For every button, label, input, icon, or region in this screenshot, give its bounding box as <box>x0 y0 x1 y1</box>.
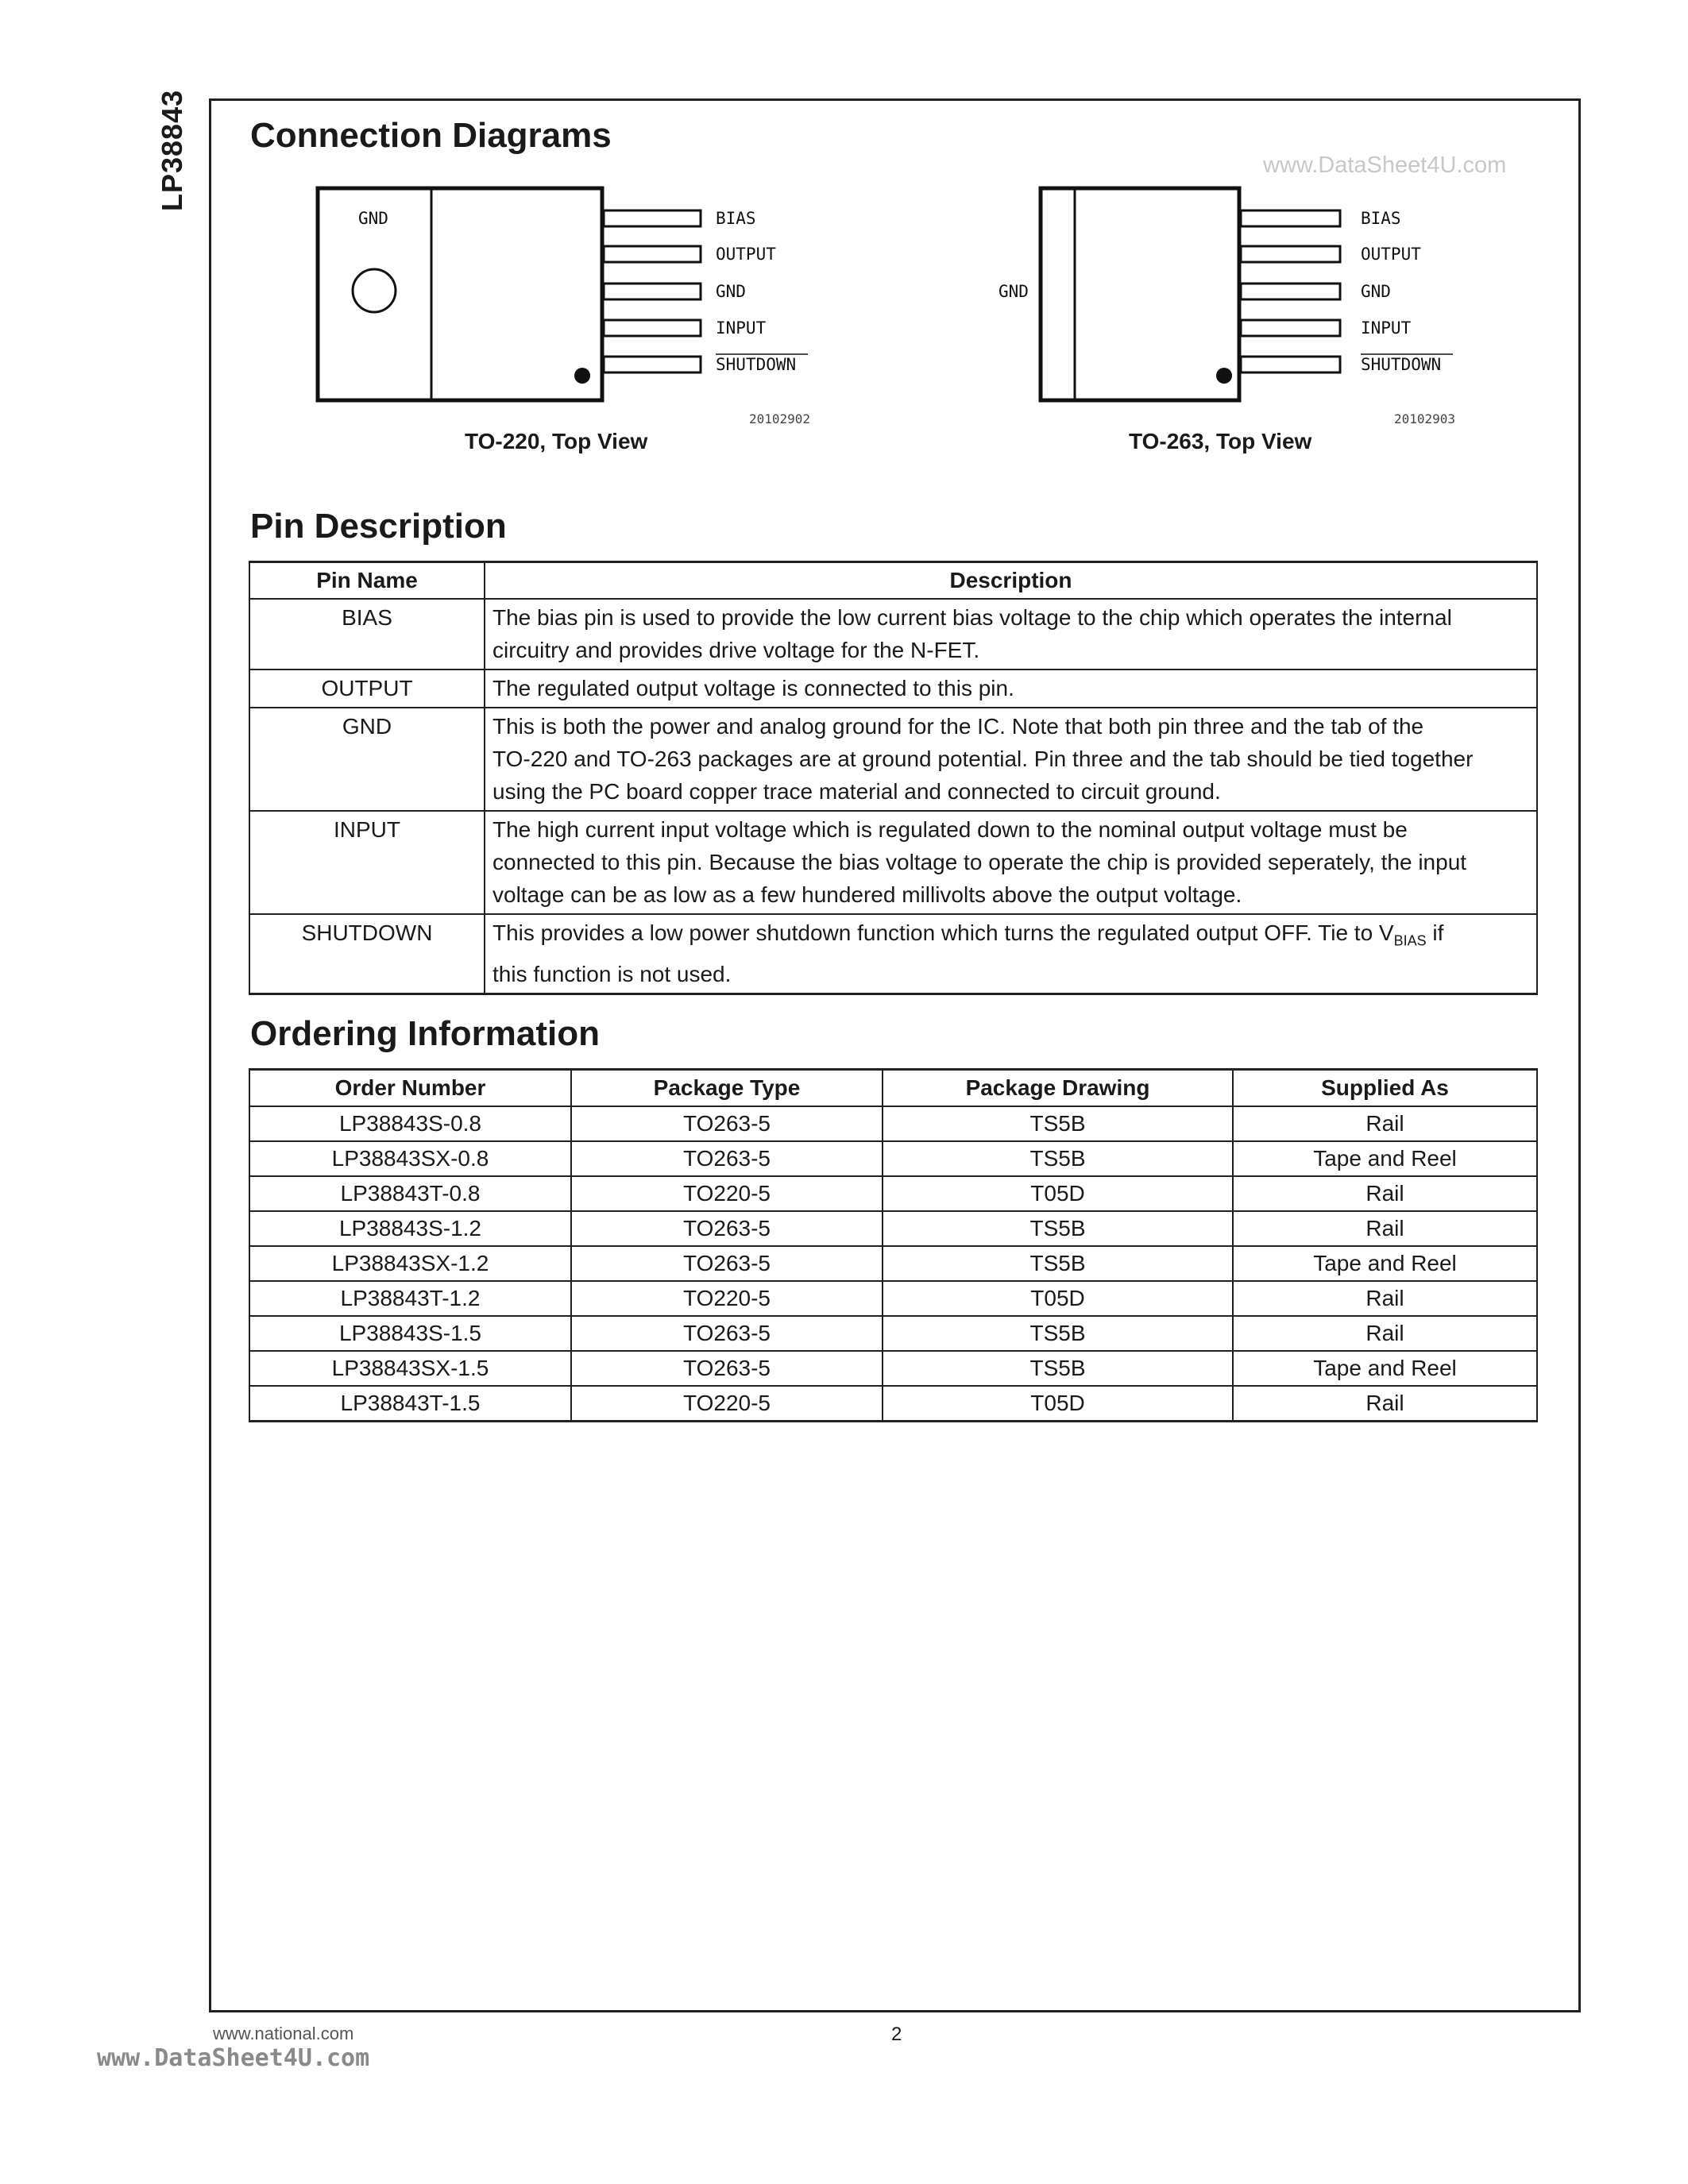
table-row <box>249 1176 1537 1211</box>
side-part-number <box>145 89 192 294</box>
table-row <box>249 1211 1537 1246</box>
pin-description-heading: Pin Description <box>250 507 507 546</box>
header-package-drawing: Package Drawing <box>883 1070 1233 1107</box>
description-line: The regulated output voltage is connected to this pin. <box>492 676 1014 700</box>
header-description: Description <box>485 562 1537 600</box>
to220-pin-label-shutdown: SHUTDOWN <box>716 355 797 374</box>
package-drawing-cell: TS5B <box>883 1246 1233 1281</box>
order-number-cell: LP38843S-1.5 <box>249 1316 571 1351</box>
package-type-cell: TO263-5 <box>571 1246 883 1281</box>
table-row <box>249 914 1537 994</box>
pin-description-cell <box>485 914 1537 994</box>
to220-pin-3 <box>604 284 701 299</box>
description-text: if <box>1426 920 1444 945</box>
table-row <box>249 1246 1537 1281</box>
to263-tab-label: GND <box>999 282 1029 301</box>
to263-pin1-dot-icon <box>1216 368 1232 384</box>
pin-description-cell <box>485 708 1537 811</box>
description-line: TO-220 and TO-263 packages are at ground potential. Pin three and the tab should be tied together <box>492 747 1474 771</box>
header-pin-name: Pin Name <box>249 562 485 600</box>
to220-pin-label-output: OUTPUT <box>716 245 776 264</box>
package-drawing-cell: TS5B <box>883 1211 1233 1246</box>
vbias-subscript: BIAS <box>1393 932 1427 949</box>
to220-pin-label-gnd: GND <box>716 282 746 301</box>
description-line: connected to this pin. Because the bias voltage to operate the chip is provided seperately, the input <box>492 850 1467 874</box>
pin-description-cell <box>485 811 1537 914</box>
supplied-as-cell: Rail <box>1233 1386 1537 1422</box>
table-row <box>249 811 1537 914</box>
package-drawing-cell: T05D <box>883 1176 1233 1211</box>
order-number-cell: LP38843S-1.2 <box>249 1211 571 1246</box>
to263-pin-label-bias: BIAS <box>1361 209 1401 228</box>
to220-pin1-dot-icon <box>574 368 590 384</box>
header-package-type: Package Type <box>571 1070 883 1107</box>
to263-diagram <box>989 183 1489 421</box>
header-order-number: Order Number <box>249 1070 571 1107</box>
pin-name-cell: OUTPUT <box>249 669 485 708</box>
to263-body <box>1041 188 1239 400</box>
order-number-cell: LP38843S-0.8 <box>249 1106 571 1141</box>
table-row <box>249 1106 1537 1141</box>
ordering-information-heading: Ordering Information <box>250 1014 600 1053</box>
supplied-as-cell: Tape and Reel <box>1233 1246 1537 1281</box>
table-row <box>249 1316 1537 1351</box>
to220-pin-5 <box>604 357 701 372</box>
to263-caption: TO-263, Top View <box>1129 429 1312 453</box>
to220-caption: TO-220, Top View <box>465 429 648 453</box>
to220-figure-code: 20102902 <box>749 411 811 426</box>
to220-pin-1 <box>604 210 701 226</box>
connection-diagrams-heading: Connection Diagrams <box>250 116 612 155</box>
description-line: The high current input voltage which is regulated down to the nominal output voltage must be <box>492 817 1408 842</box>
to263-pins <box>1241 210 1340 372</box>
to220-diagram <box>314 183 822 421</box>
supplied-as-cell: Rail <box>1233 1211 1537 1246</box>
description-text: This provides a low power shutdown function which turns the regulated output OFF. Tie to V <box>492 920 1394 945</box>
package-drawing-cell: T05D <box>883 1386 1233 1422</box>
package-drawing-cell: TS5B <box>883 1316 1233 1351</box>
watermark-top: www.DataSheet4U.com <box>1263 152 1507 178</box>
order-number-cell: LP38843T-1.2 <box>249 1281 571 1316</box>
page-number: 2 <box>891 2024 902 2045</box>
to220-pin-label-bias: BIAS <box>716 209 756 228</box>
table-header-row <box>249 1070 1537 1107</box>
to263-pin-1 <box>1241 210 1340 226</box>
table-row <box>249 1141 1537 1176</box>
supplied-as-cell: Rail <box>1233 1281 1537 1316</box>
description-line: circuitry and provides drive voltage for the N-FET. <box>492 638 980 662</box>
supplied-as-cell: Tape and Reel <box>1233 1141 1537 1176</box>
to263-pin-4 <box>1241 320 1340 336</box>
order-number-cell: LP38843T-1.5 <box>249 1386 571 1422</box>
ordering-table <box>249 1068 1538 1422</box>
pin-description-table <box>249 561 1538 995</box>
package-drawing-cell: TS5B <box>883 1141 1233 1176</box>
table-row <box>249 1386 1537 1422</box>
order-number-cell: LP38843SX-1.5 <box>249 1351 571 1386</box>
description-line: This is both the power and analog ground for the IC. Note that both pin three and the tab of the <box>492 714 1424 739</box>
to220-tab-label: GND <box>358 209 388 228</box>
pin-name-cell: SHUTDOWN <box>249 914 485 994</box>
footer-watermark: www.DataSheet4U.com <box>97 2044 370 2072</box>
to220-pins <box>604 210 701 372</box>
to263-pin-5 <box>1241 357 1340 372</box>
table-row <box>249 599 1537 669</box>
package-type-cell: TO263-5 <box>571 1106 883 1141</box>
table-header-row <box>249 562 1537 600</box>
to263-pin-3 <box>1241 284 1340 299</box>
package-type-cell: TO263-5 <box>571 1141 883 1176</box>
header-supplied-as: Supplied As <box>1233 1070 1537 1107</box>
footer-url[interactable]: www.national.com <box>213 2024 354 2043</box>
table-row <box>249 669 1537 708</box>
description-line: this function is not used. <box>492 961 732 986</box>
description-line: using the PC board copper trace material and connected to circuit ground. <box>492 779 1221 804</box>
to263-pin-2 <box>1241 246 1340 262</box>
pin-name-cell: BIAS <box>249 599 485 669</box>
pin-name-cell: GND <box>249 708 485 811</box>
supplied-as-cell: Rail <box>1233 1106 1537 1141</box>
to263-pin-label-input: INPUT <box>1361 318 1412 338</box>
order-number-cell: LP38843T-0.8 <box>249 1176 571 1211</box>
table-row <box>249 1281 1537 1316</box>
table-row <box>249 708 1537 811</box>
package-type-cell: TO263-5 <box>571 1316 883 1351</box>
package-drawing-cell: T05D <box>883 1281 1233 1316</box>
to263-pin-label-shutdown: SHUTDOWN <box>1361 355 1442 374</box>
to220-pin-label-input: INPUT <box>716 318 767 338</box>
package-type-cell: TO220-5 <box>571 1281 883 1316</box>
supplied-as-cell: Tape and Reel <box>1233 1351 1537 1386</box>
to263-pin-label-gnd: GND <box>1361 282 1391 301</box>
package-drawing-cell: TS5B <box>883 1351 1233 1386</box>
to220-pin-4 <box>604 320 701 336</box>
pin-name-cell: INPUT <box>249 811 485 914</box>
description-line <box>492 916 1530 958</box>
to220-pin-2 <box>604 246 701 262</box>
to220-mounting-hole-icon <box>353 269 396 312</box>
order-number-cell: LP38843SX-0.8 <box>249 1141 571 1176</box>
package-drawing-cell: TS5B <box>883 1106 1233 1141</box>
side-part-number-text: LP38843 <box>156 89 188 211</box>
package-type-cell: TO220-5 <box>571 1386 883 1422</box>
pin-description-cell <box>485 599 1537 669</box>
to263-figure-code: 20102903 <box>1394 411 1456 426</box>
package-type-cell: TO263-5 <box>571 1351 883 1386</box>
pin-description-cell <box>485 669 1537 708</box>
description-line: voltage can be as low as a few hundered millivolts above the output voltage. <box>492 882 1242 907</box>
description-line: The bias pin is used to provide the low current bias voltage to the chip which operates the internal <box>492 605 1452 630</box>
order-number-cell: LP38843SX-1.2 <box>249 1246 571 1281</box>
package-type-cell: TO220-5 <box>571 1176 883 1211</box>
supplied-as-cell: Rail <box>1233 1176 1537 1211</box>
to263-pin-label-output: OUTPUT <box>1361 245 1421 264</box>
package-type-cell: TO263-5 <box>571 1211 883 1246</box>
supplied-as-cell: Rail <box>1233 1316 1537 1351</box>
table-row <box>249 1351 1537 1386</box>
